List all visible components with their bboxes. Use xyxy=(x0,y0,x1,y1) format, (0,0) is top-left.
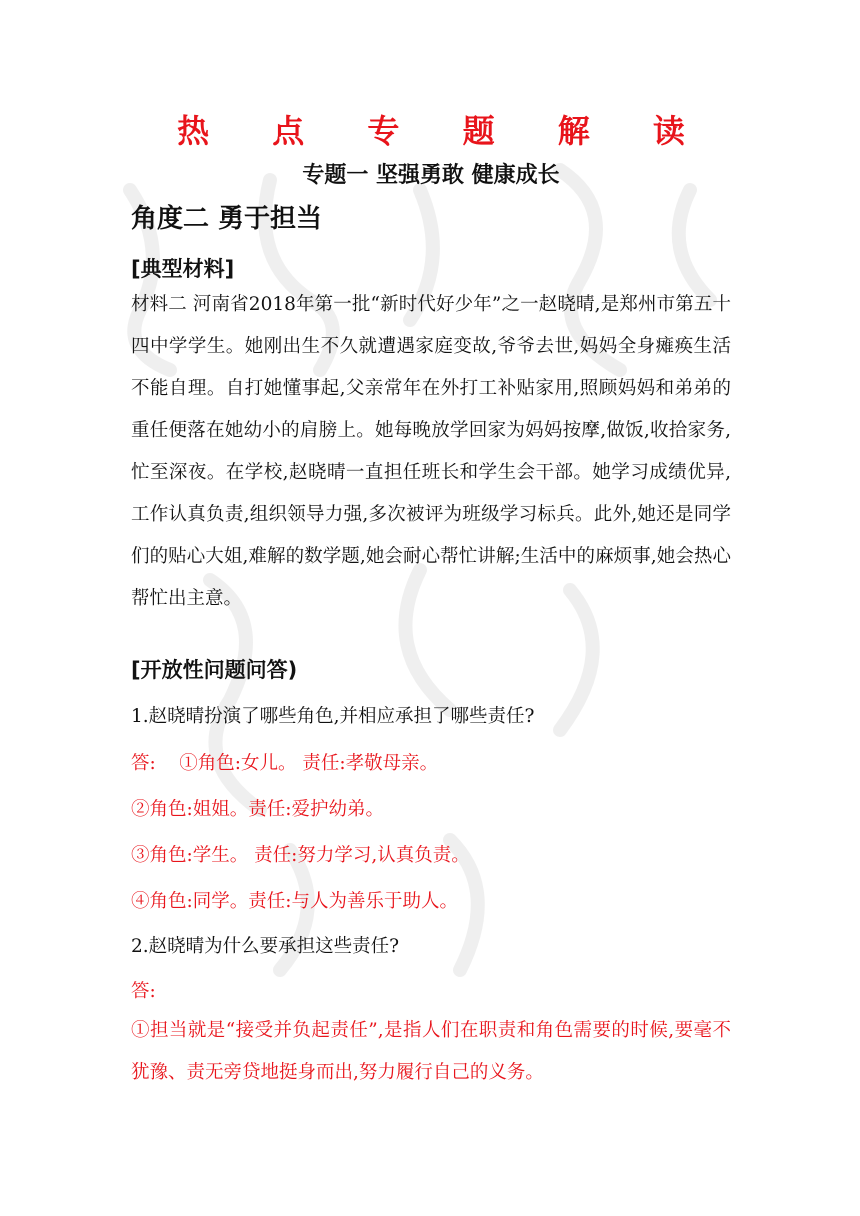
answer-2-paragraph: ①担当就是“接受并负起责任”,是指人们在职责和角色需要的时候,要毫不犹豫、责无旁贷地挺身而出,努力履行自己的义务。 xyxy=(131,1020,731,1083)
answer-1-line: ②角色:姐姐。责任:爱护幼弟。 xyxy=(131,799,384,820)
topic-subtitle: 专题一 坚强勇敢 健康成长 xyxy=(302,163,560,188)
qa-label: [开放性问题问答) xyxy=(131,658,298,682)
question-2: 2.赵晓晴为什么要承担这些责任? xyxy=(131,936,400,957)
material-paragraph: 材料二 河南省2018年第一批“新时代好少年”之一赵晓晴,是郑州市第五十四中学学生。她刚出生不久就遭遇家庭变故,爷爷去世,妈妈全身瘫痪生活不能自理。自打她懂事起,父亲常年在外打工补贴家用,照顾妈妈和弟弟的重任便落在她幼小的肩膀上。她每晚放学回家为妈妈按摩,做饭,收拾家务,忙至深夜。在学校,赵晓晴一直担任班长和学生会干部。她学习成绩优异,工作认真负责,组织领导力强,多次被评为班级学习标兵。此外,她还是同学们的贴心大姐,难解的数学题,她会耐心帮忙讲解;生活中的麻烦事,她会热心帮忙出主意。 xyxy=(131,294,731,609)
answer-2-prefix: 答: xyxy=(131,981,156,1002)
material-label: [典型材料] xyxy=(131,257,235,281)
angle-heading: 角度二 勇于担当 xyxy=(131,204,323,234)
answer-1-line: 答: ①角色:女儿。 责任:孝敬母亲。 xyxy=(131,753,439,774)
answer-1-line: ③角色:学生。 责任:努力学习,认真负责。 xyxy=(131,845,470,866)
answer-1-line: ④角色:同学。责任:与人为善乐于助人。 xyxy=(131,891,458,912)
document-title: 热 点 专 题 解 读 xyxy=(177,112,711,150)
question-1: 1.赵晓晴扮演了哪些角色,并相应承担了哪些责任? xyxy=(131,706,535,727)
